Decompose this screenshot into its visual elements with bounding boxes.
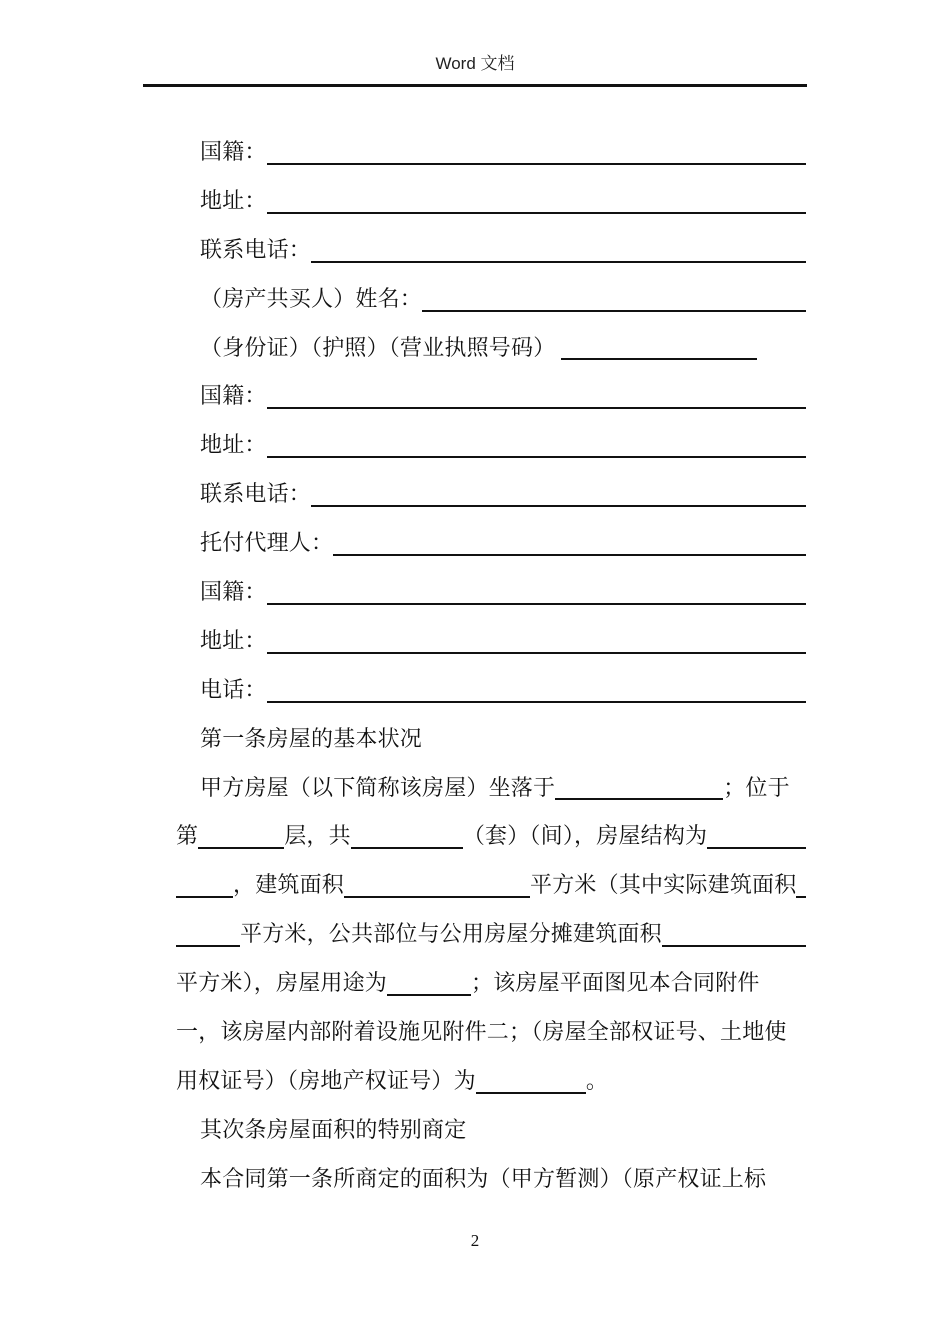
document-line bbox=[176, 861, 806, 910]
document-line bbox=[176, 128, 806, 177]
text-segment: 地址： bbox=[200, 627, 267, 653]
text-segment: ；该房屋平面图见本合同附件 bbox=[471, 970, 760, 996]
blank-field[interactable] bbox=[176, 896, 233, 898]
text-segment: 地址： bbox=[200, 432, 267, 458]
blank-field[interactable] bbox=[267, 163, 806, 165]
blank-field[interactable] bbox=[267, 701, 806, 703]
text-segment: ，建筑面积 bbox=[233, 872, 345, 898]
blank-field[interactable] bbox=[198, 847, 284, 849]
text-segment: 国籍： bbox=[200, 579, 267, 605]
document-body bbox=[176, 128, 806, 1204]
blank-field[interactable] bbox=[707, 847, 806, 849]
blank-field[interactable] bbox=[351, 847, 463, 849]
text-segment: 电话： bbox=[200, 676, 267, 702]
blank-field[interactable] bbox=[662, 945, 806, 947]
blank-field[interactable] bbox=[422, 310, 806, 312]
text-segment: 平方米（其中实际建筑面积 bbox=[530, 872, 797, 898]
blank-field[interactable] bbox=[267, 652, 806, 654]
document-line bbox=[176, 910, 806, 959]
document-line bbox=[176, 715, 806, 764]
document-line bbox=[176, 470, 806, 519]
document-line bbox=[176, 1057, 806, 1106]
blank-field[interactable] bbox=[555, 798, 723, 800]
blank-field[interactable] bbox=[561, 358, 757, 360]
document-line bbox=[176, 812, 806, 861]
blank-field[interactable] bbox=[267, 603, 806, 605]
document-line bbox=[176, 372, 806, 421]
text-segment: （身份证）（护照）（营业执照号码） bbox=[200, 334, 556, 360]
text-segment: 国籍： bbox=[200, 139, 267, 164]
document-line bbox=[176, 764, 806, 813]
document-line bbox=[176, 324, 806, 373]
document-line bbox=[176, 421, 806, 470]
blank-field[interactable] bbox=[176, 945, 240, 947]
blank-field[interactable] bbox=[311, 505, 806, 507]
blank-field[interactable] bbox=[344, 896, 530, 898]
text-segment: 用权证号）（房地产权证号）为 bbox=[176, 1067, 476, 1093]
text-segment: 。 bbox=[585, 1067, 609, 1093]
document-line bbox=[176, 1155, 806, 1204]
blank-field[interactable] bbox=[267, 407, 806, 409]
text-segment: （套）（间），房屋结构为 bbox=[462, 823, 708, 849]
text-segment: 联系电话： bbox=[200, 236, 312, 262]
text-segment: 平方米），房屋用途为 bbox=[176, 970, 388, 996]
blank-field[interactable] bbox=[476, 1092, 586, 1094]
document-line bbox=[176, 666, 806, 715]
text-segment: 层，共 bbox=[284, 823, 351, 849]
document-line bbox=[176, 275, 806, 324]
text-segment: 第一条房屋的基本状况 bbox=[200, 725, 423, 751]
text-segment: 平方米，公共部位与公用房屋分摊建筑面积 bbox=[240, 921, 662, 947]
document-line bbox=[176, 568, 806, 617]
blank-field[interactable] bbox=[796, 896, 806, 898]
text-segment: 甲方房屋（以下简称该房屋）坐落于 bbox=[200, 774, 556, 800]
blank-field[interactable] bbox=[333, 554, 806, 556]
document-line bbox=[176, 519, 806, 568]
text-segment: 本合同第一条所商定的面积为（甲方暂测）（原产权证上标 bbox=[200, 1165, 767, 1191]
document-line bbox=[176, 617, 806, 666]
text-segment: 地址： bbox=[200, 187, 267, 213]
blank-field[interactable] bbox=[387, 994, 471, 996]
blank-field[interactable] bbox=[267, 456, 806, 458]
text-segment: 联系电话： bbox=[200, 481, 312, 507]
header-divider bbox=[143, 84, 807, 87]
footer-page-number: 2 bbox=[470, 1231, 480, 1250]
document-line bbox=[176, 177, 806, 226]
blank-field[interactable] bbox=[311, 261, 806, 263]
blank-field[interactable] bbox=[267, 212, 806, 214]
text-segment: 其次条房屋面积的特别商定 bbox=[200, 1116, 467, 1142]
document-line bbox=[176, 1008, 806, 1057]
document-line bbox=[176, 226, 806, 275]
text-segment: （房产共买人）姓名： bbox=[200, 285, 423, 311]
document-line bbox=[176, 959, 806, 1008]
text-segment: ；位于 bbox=[723, 774, 790, 800]
text-segment: 第 bbox=[176, 823, 199, 849]
text-segment: 国籍： bbox=[200, 383, 267, 409]
text-segment bbox=[555, 324, 561, 373]
text-segment: 托付代理人： bbox=[200, 530, 334, 556]
text-segment: 一，该房屋内部附着设施见附件二；（房屋全部权证号、土地使 bbox=[176, 1019, 787, 1045]
page-header-title: Word 文档 bbox=[435, 54, 515, 73]
document-line bbox=[176, 1106, 806, 1155]
